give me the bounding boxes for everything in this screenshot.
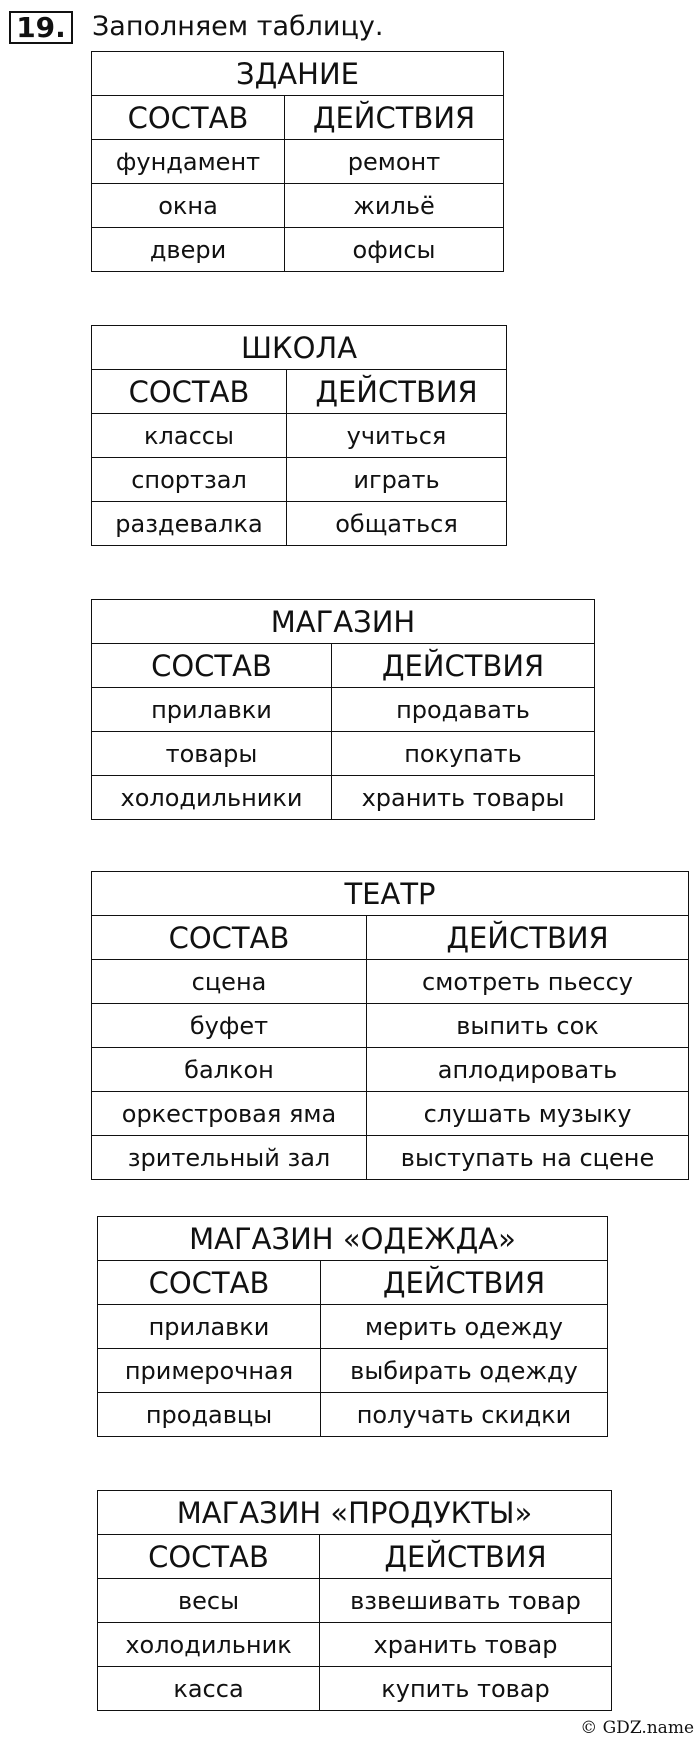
column-header-composition: СОСТАВ (98, 1535, 320, 1579)
action-cell: офисы (285, 228, 504, 272)
table-row (92, 502, 507, 546)
table-title-row (92, 326, 507, 370)
table-row (98, 1393, 608, 1437)
exercise-instruction: Заполняем таблицу. (92, 11, 384, 42)
composition-cell: зрительный зал (92, 1136, 367, 1180)
column-header-composition: СОСТАВ (92, 916, 367, 960)
table-row (92, 458, 507, 502)
column-header-composition: СОСТАВ (92, 370, 287, 414)
action-cell: купить товар (320, 1667, 612, 1711)
table-title-row (98, 1491, 612, 1535)
column-header-actions: ДЕЙСТВИЯ (287, 370, 507, 414)
exercise-number: 19. (9, 11, 73, 44)
table-row (92, 1136, 689, 1180)
table-row (92, 184, 504, 228)
table-row (98, 1349, 608, 1393)
action-cell: учиться (287, 414, 507, 458)
table-header-row (98, 1535, 612, 1579)
column-header-composition: СОСТАВ (98, 1261, 321, 1305)
table-building (91, 51, 504, 272)
table-header-row (92, 96, 504, 140)
table-row (98, 1305, 608, 1349)
action-cell: играть (287, 458, 507, 502)
table-theatre (91, 871, 689, 1180)
column-header-actions: ДЕЙСТВИЯ (321, 1261, 608, 1305)
table-title: ЗДАНИЕ (92, 52, 504, 96)
composition-cell: буфет (92, 1004, 367, 1048)
action-cell: выпить сок (367, 1004, 689, 1048)
action-cell: продавать (332, 688, 595, 732)
column-header-composition: СОСТАВ (92, 96, 285, 140)
table-row (98, 1579, 612, 1623)
table-title: ШКОЛА (92, 326, 507, 370)
table-title: ТЕАТР (92, 872, 689, 916)
composition-cell: двери (92, 228, 285, 272)
table-row (92, 776, 595, 820)
table-row (92, 688, 595, 732)
composition-cell: балкон (92, 1048, 367, 1092)
table-row (92, 732, 595, 776)
action-cell: взвешивать товар (320, 1579, 612, 1623)
table-school (91, 325, 507, 546)
action-cell: покупать (332, 732, 595, 776)
composition-cell: весы (98, 1579, 320, 1623)
table-header-row (98, 1261, 608, 1305)
table-title-row (92, 600, 595, 644)
action-cell: хранить товар (320, 1623, 612, 1667)
column-header-actions: ДЕЙСТВИЯ (332, 644, 595, 688)
table-row (92, 228, 504, 272)
table-header-row (92, 370, 507, 414)
column-header-actions: ДЕЙСТВИЯ (285, 96, 504, 140)
composition-cell: раздевалка (92, 502, 287, 546)
action-cell: ремонт (285, 140, 504, 184)
composition-cell: оркестровая яма (92, 1092, 367, 1136)
action-cell: аплодировать (367, 1048, 689, 1092)
composition-cell: сцена (92, 960, 367, 1004)
action-cell: получать скидки (321, 1393, 608, 1437)
action-cell: слушать музыку (367, 1092, 689, 1136)
table-row (98, 1667, 612, 1711)
composition-cell: прилавки (92, 688, 332, 732)
table-clothing-shop (97, 1216, 608, 1437)
composition-cell: фундамент (92, 140, 285, 184)
action-cell: выбирать одежду (321, 1349, 608, 1393)
composition-cell: окна (92, 184, 285, 228)
table-title-row (98, 1217, 608, 1261)
composition-cell: прилавки (98, 1305, 321, 1349)
table-title: МАГАЗИН (92, 600, 595, 644)
table-shop (91, 599, 595, 820)
table-row (92, 960, 689, 1004)
table-row (92, 1092, 689, 1136)
table-title-row (92, 872, 689, 916)
composition-cell: холодильники (92, 776, 332, 820)
action-cell: хранить товары (332, 776, 595, 820)
table-row (92, 140, 504, 184)
action-cell: смотреть пьессу (367, 960, 689, 1004)
table-row (92, 414, 507, 458)
table-title-row (92, 52, 504, 96)
table-row (98, 1623, 612, 1667)
action-cell: жильё (285, 184, 504, 228)
table-title: МАГАЗИН «ПРОДУКТЫ» (98, 1491, 612, 1535)
action-cell: выступать на сцене (367, 1136, 689, 1180)
table-title: МАГАЗИН «ОДЕЖДА» (98, 1217, 608, 1261)
action-cell: мерить одежду (321, 1305, 608, 1349)
composition-cell: примерочная (98, 1349, 321, 1393)
column-header-actions: ДЕЙСТВИЯ (367, 916, 689, 960)
table-header-row (92, 644, 595, 688)
copyright-watermark: © GDZ.name (580, 1718, 694, 1738)
action-cell: общаться (287, 502, 507, 546)
composition-cell: холодильник (98, 1623, 320, 1667)
table-header-row (92, 916, 689, 960)
table-row (92, 1048, 689, 1092)
composition-cell: товары (92, 732, 332, 776)
composition-cell: спортзал (92, 458, 287, 502)
column-header-actions: ДЕЙСТВИЯ (320, 1535, 612, 1579)
column-header-composition: СОСТАВ (92, 644, 332, 688)
table-grocery-shop (97, 1490, 612, 1711)
composition-cell: продавцы (98, 1393, 321, 1437)
table-row (92, 1004, 689, 1048)
composition-cell: классы (92, 414, 287, 458)
composition-cell: касса (98, 1667, 320, 1711)
